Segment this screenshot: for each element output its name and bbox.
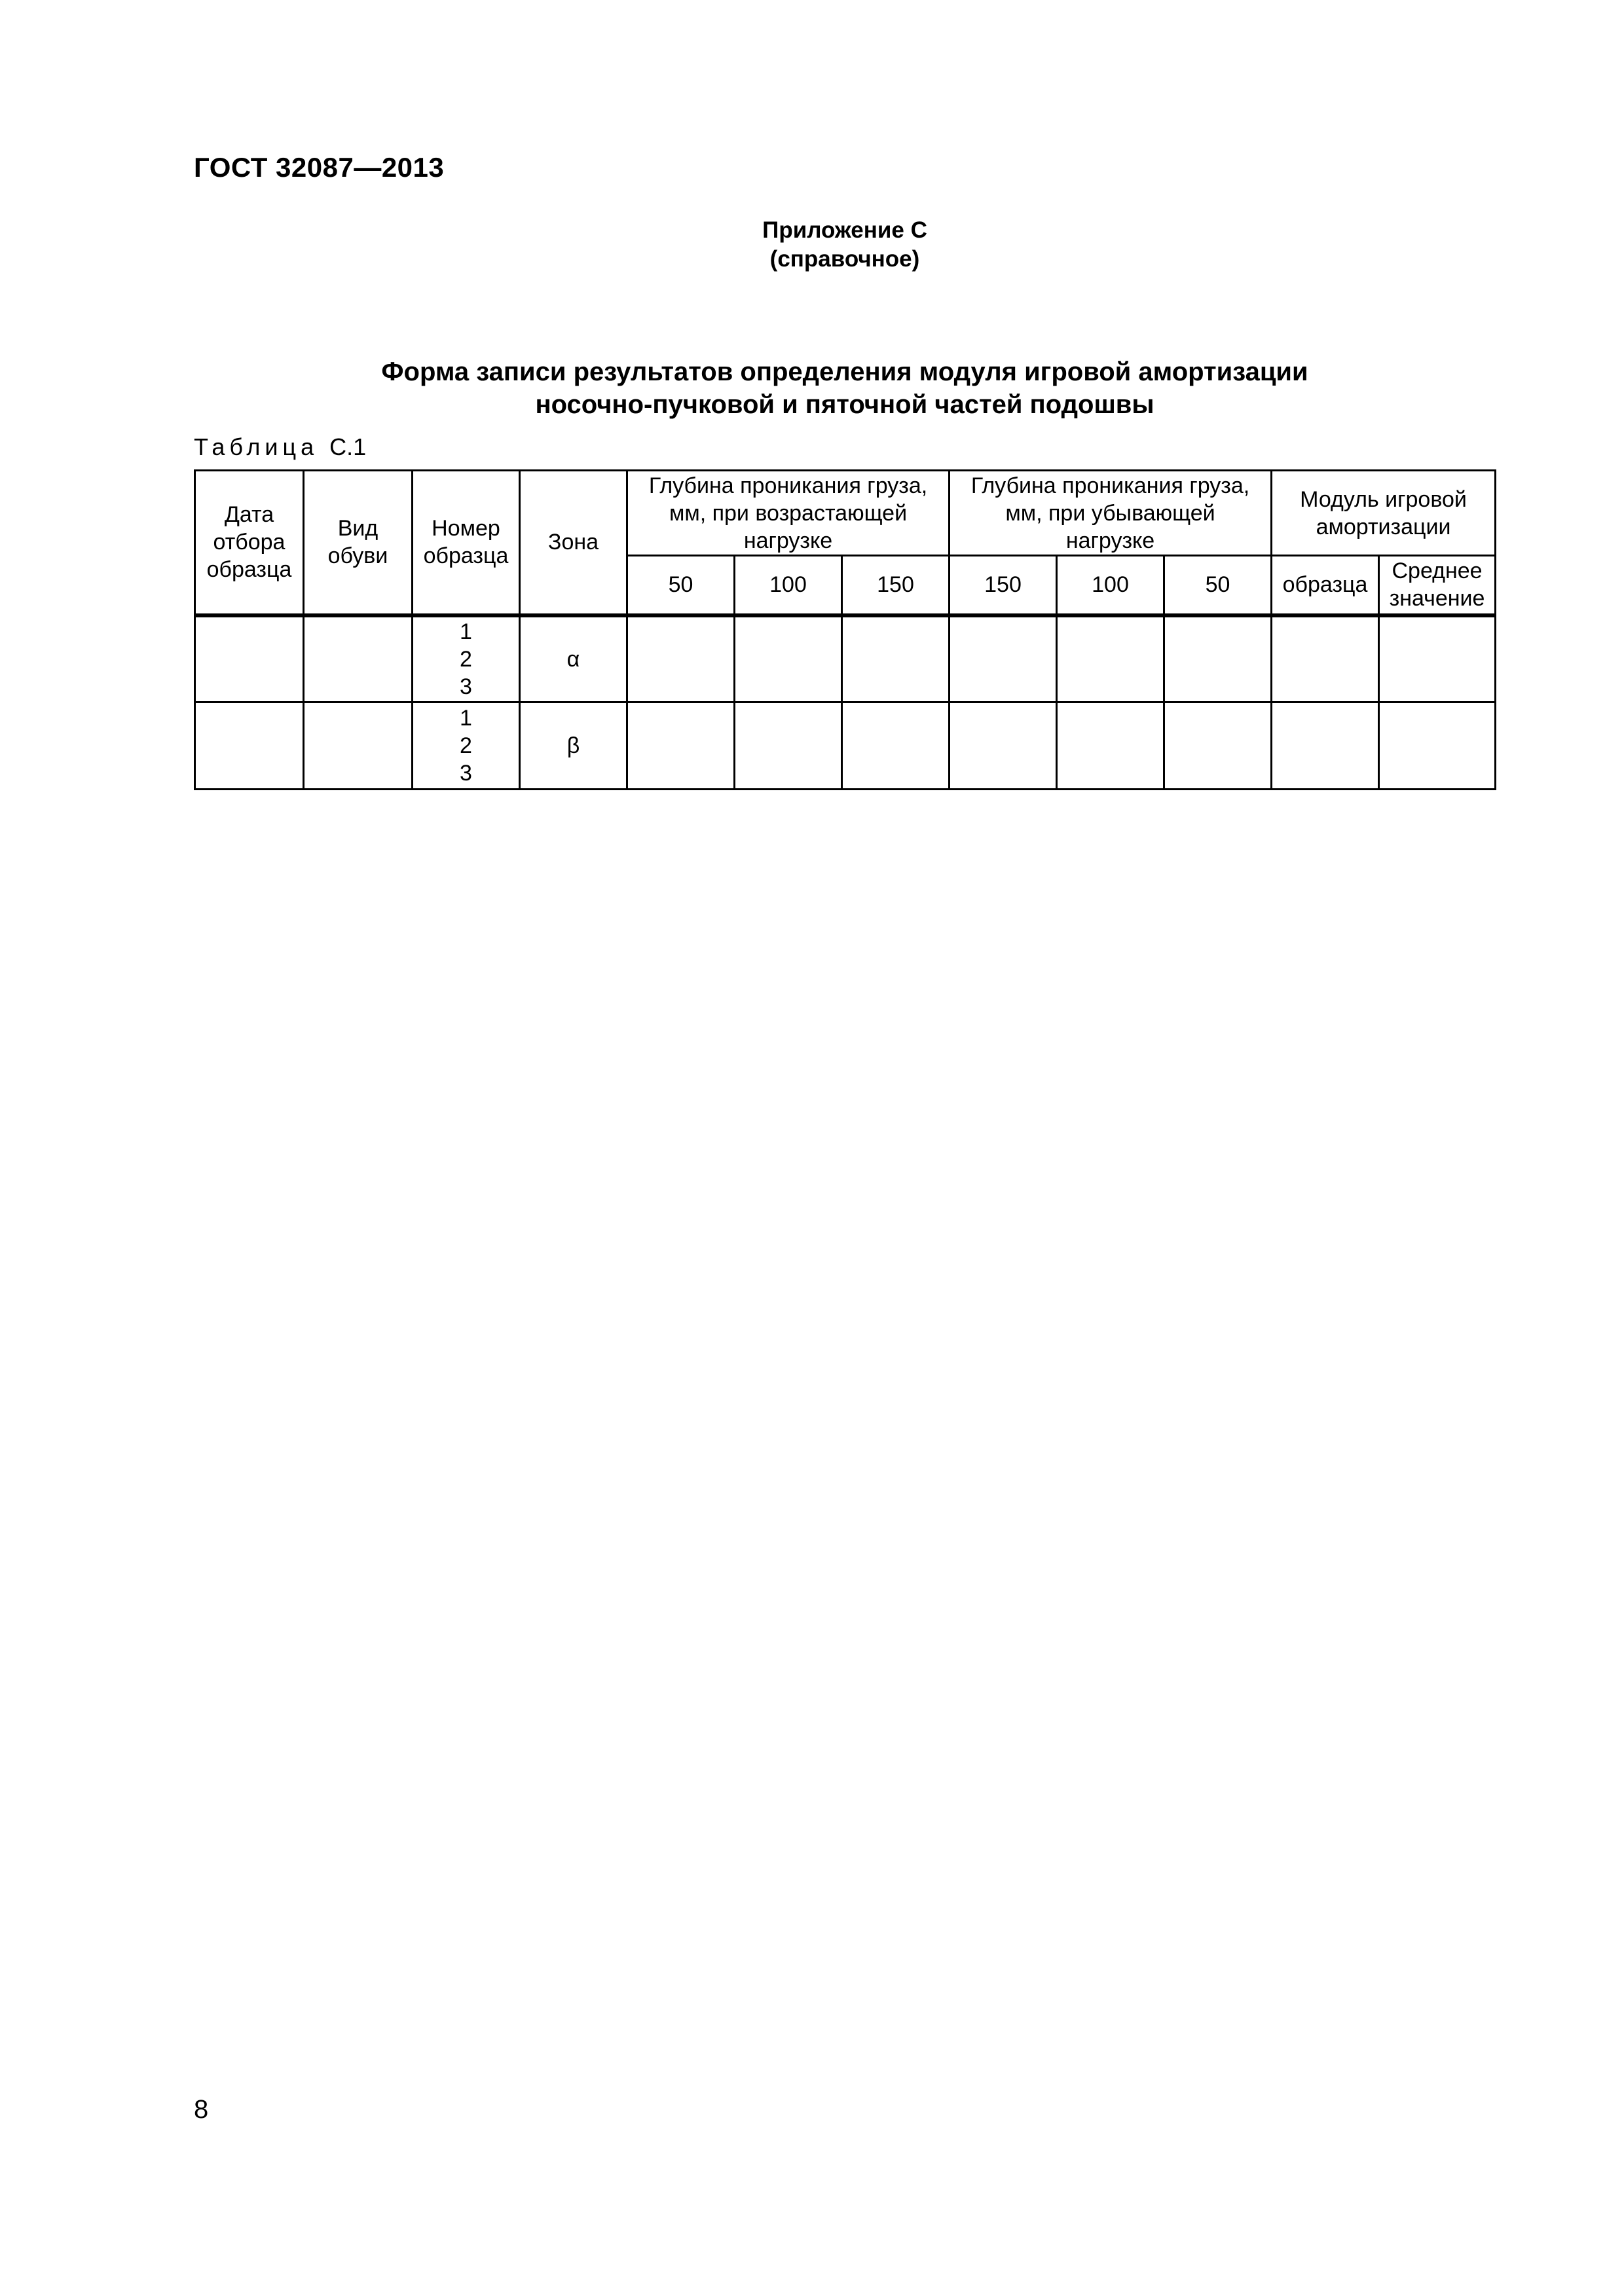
form-title-line-2: носочно-пучковой и пяточной частей подошвы (535, 390, 1154, 419)
header-sample-number: Номер образца (413, 471, 520, 615)
header-depth-decreasing-load: Глубина проникания груза, мм, при убывающей нагрузке (950, 471, 1272, 556)
table-label-word: Таблица (194, 433, 319, 460)
subheader-increasing-150: 150 (842, 556, 950, 615)
header-shoe-type: Вид обуви (304, 471, 413, 615)
cell-sampling-date (195, 615, 304, 702)
cell-decreasing-150 (950, 702, 1057, 790)
table-row (195, 702, 1496, 790)
header-zone: Зона (520, 471, 627, 615)
cell-decreasing-50 (1164, 615, 1272, 702)
cell-increasing-150 (842, 615, 950, 702)
cell-modulus-sample (1272, 615, 1379, 702)
appendix-title: Приложение С (762, 217, 927, 243)
cell-modulus-average (1379, 615, 1496, 702)
cell-shoe-type (304, 615, 413, 702)
table-label-number: С.1 (329, 433, 367, 460)
table-header-row (195, 471, 1496, 556)
table-label (194, 433, 366, 461)
cell-zone: β (520, 702, 627, 790)
cell-zone: α (520, 615, 627, 702)
header-play-cushioning-modulus: Модуль игровой амортизации (1272, 471, 1496, 556)
cell-increasing-100 (735, 615, 842, 702)
appendix-heading (0, 216, 1624, 274)
cell-decreasing-50 (1164, 702, 1272, 790)
subheader-modulus-sample: образца (1272, 556, 1379, 615)
cell-increasing-50 (627, 702, 735, 790)
subheader-decreasing-100: 100 (1057, 556, 1164, 615)
cell-increasing-150 (842, 702, 950, 790)
subheader-decreasing-50: 50 (1164, 556, 1272, 615)
cell-decreasing-100 (1057, 702, 1164, 790)
cell-decreasing-150 (950, 615, 1057, 702)
table-row (195, 615, 1496, 702)
subheader-increasing-50: 50 (627, 556, 735, 615)
results-table (194, 469, 1496, 790)
document-header: ГОСТ 32087—2013 (194, 152, 445, 183)
subheader-modulus-average: Среднее значение (1379, 556, 1496, 615)
cell-sample-numbers: 1 2 3 (413, 615, 520, 702)
header-sampling-date: Дата отбора образца (195, 471, 304, 615)
cell-sampling-date (195, 702, 304, 790)
header-depth-increasing-load: Глубина проникания груза, мм, при возрастающей нагрузке (627, 471, 950, 556)
form-title (0, 355, 1624, 421)
form-title-line-1: Форма записи результатов определения модуля игровой амортизации (381, 357, 1308, 386)
cell-decreasing-100 (1057, 615, 1164, 702)
appendix-status: (справочное) (769, 246, 920, 272)
cell-increasing-50 (627, 615, 735, 702)
subheader-increasing-100: 100 (735, 556, 842, 615)
cell-sample-numbers: 1 2 3 (413, 702, 520, 790)
cell-increasing-100 (735, 702, 842, 790)
cell-shoe-type (304, 702, 413, 790)
cell-modulus-sample (1272, 702, 1379, 790)
cell-modulus-average (1379, 702, 1496, 790)
subheader-decreasing-150: 150 (950, 556, 1057, 615)
page-number: 8 (194, 2095, 209, 2124)
